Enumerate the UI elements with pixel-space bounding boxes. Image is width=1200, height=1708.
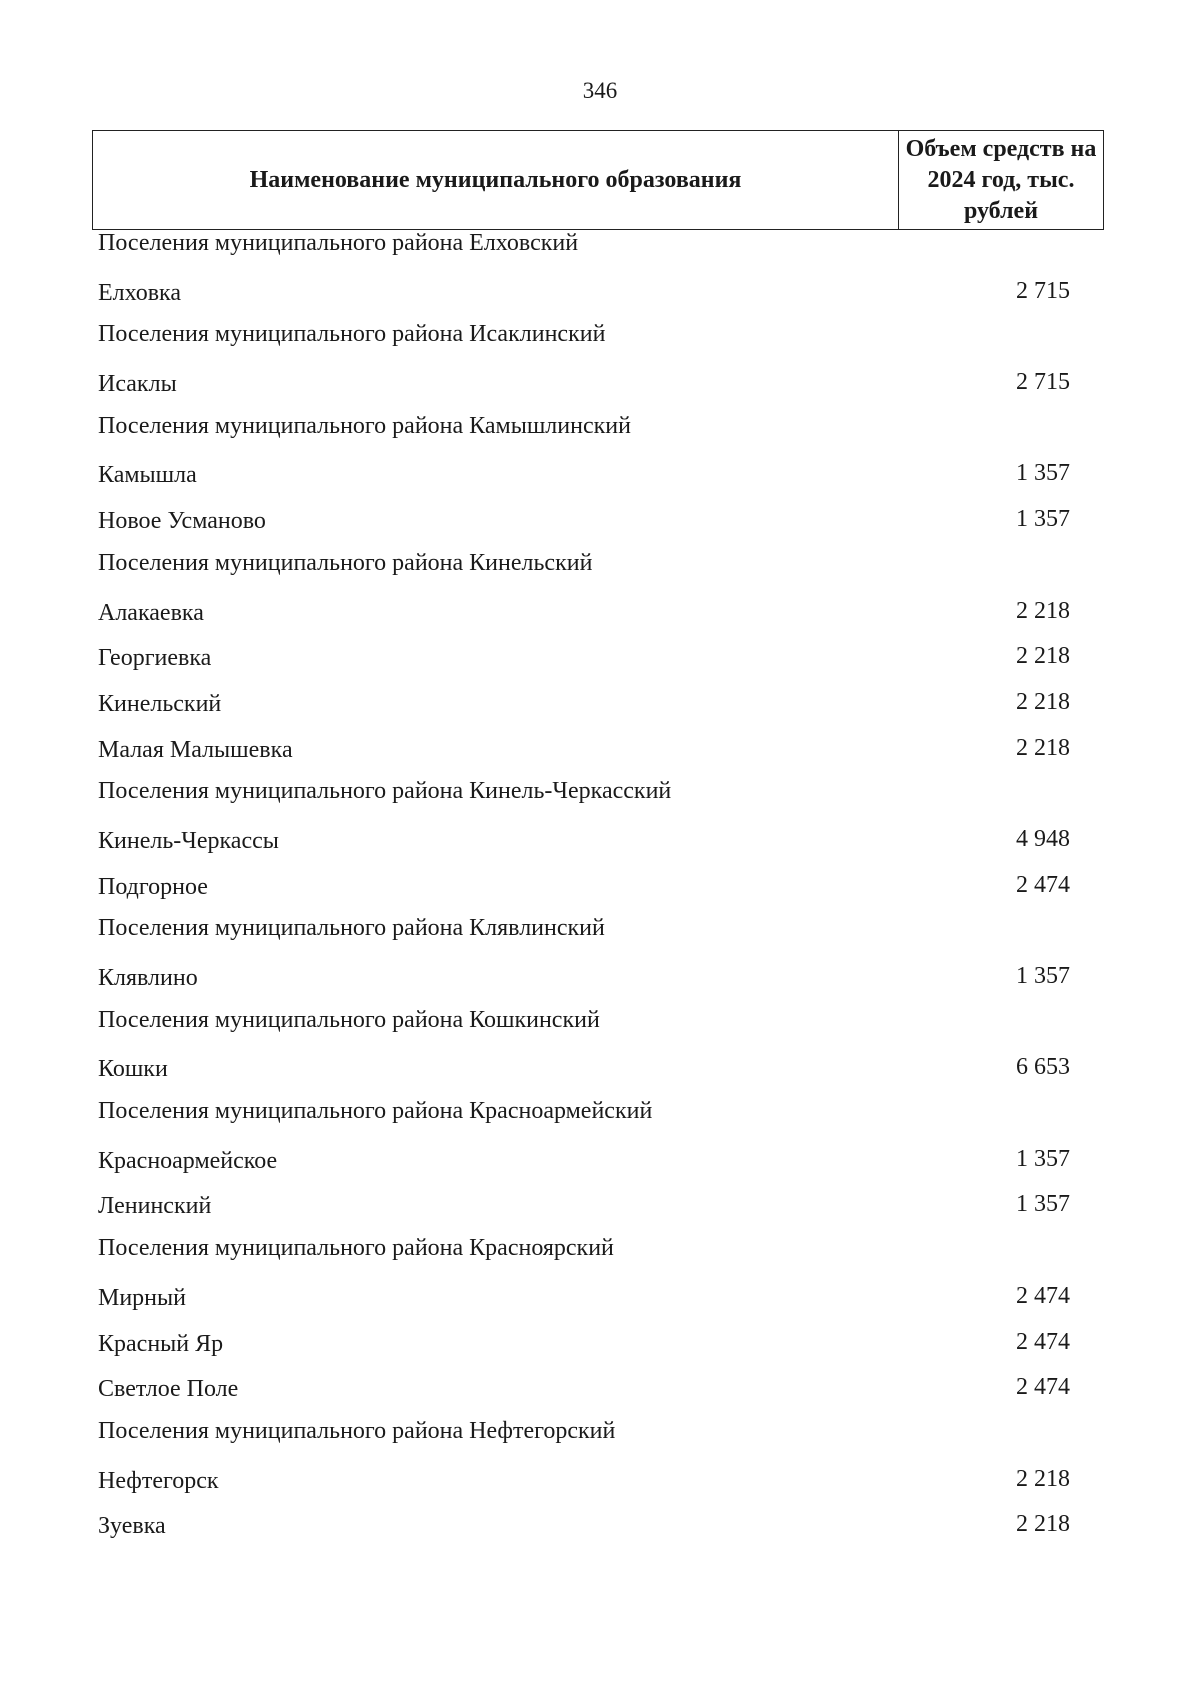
group-row: [98, 413, 1098, 459]
table-row: [98, 1509, 1098, 1555]
amount-value: 1 357: [1016, 963, 1070, 989]
amount-value: 2 715: [1016, 369, 1070, 396]
amount-value: 2 218: [1016, 734, 1070, 761]
group-name: Поселения муниципального района Кинельский: [98, 549, 593, 576]
group-row: [98, 550, 1098, 596]
group-name: Поселения муниципального района Елховский: [98, 230, 579, 256]
table-row: [98, 1144, 1098, 1190]
municipality-name: Кинельский: [98, 690, 222, 717]
amount-value: 1 357: [1016, 506, 1070, 533]
table-row: [98, 1372, 1098, 1418]
amount-value: 2 218: [1016, 1465, 1070, 1492]
group-row: [98, 915, 1098, 961]
group-name: Поселения муниципального района Клявлинский: [98, 915, 605, 942]
amount-value: 4 948: [1016, 825, 1070, 852]
amount-value: 1 357: [1016, 1145, 1070, 1172]
amount-value: 2 474: [1016, 1374, 1070, 1401]
municipality-name: Подгорное: [98, 873, 208, 900]
table-row: [98, 687, 1098, 733]
group-row: [98, 1007, 1098, 1053]
table-row: [98, 1464, 1098, 1510]
municipality-name: Мирный: [98, 1284, 186, 1311]
header-name-column: Наименование муниципального образования: [93, 131, 899, 229]
table-row: [98, 961, 1098, 1007]
amount-value: 2 218: [1016, 643, 1070, 670]
table-header: [92, 130, 1104, 230]
table-row: [98, 1327, 1098, 1373]
group-name: Поселения муниципального района Красноармейский: [98, 1098, 653, 1125]
group-name: Поселения муниципального района Нефтегорский: [98, 1417, 616, 1444]
table-row: [98, 824, 1098, 870]
table-row: [98, 1052, 1098, 1098]
table-body: [98, 230, 1098, 1555]
table-row: [98, 733, 1098, 779]
group-name: Поселения муниципального района Кошкинский: [98, 1006, 600, 1033]
municipality-name: Малая Малышевка: [98, 736, 293, 763]
group-row: [98, 230, 1098, 276]
municipality-name: Красный Яр: [98, 1330, 224, 1357]
municipality-name: Камышла: [98, 462, 197, 489]
municipality-name: Новое Усманово: [98, 508, 266, 535]
amount-value: 1 357: [1016, 1191, 1070, 1218]
municipality-name: Красноармейское: [98, 1147, 278, 1174]
table-row: [98, 596, 1098, 642]
municipality-name: Клявлино: [98, 965, 198, 991]
amount-value: 2 474: [1016, 1282, 1070, 1309]
header-amount-column: Объем средств на 2024 год, тыс. рублей: [905, 135, 1097, 224]
municipality-name: Нефтегорск: [98, 1467, 219, 1494]
table-row: [98, 870, 1098, 916]
table-row: [98, 1281, 1098, 1327]
group-name: Поселения муниципального района Камышлинский: [98, 412, 631, 439]
municipality-name: Кинель-Черкассы: [98, 827, 279, 854]
amount-value: 2 218: [1016, 1511, 1070, 1538]
amount-value: 2 474: [1016, 1328, 1070, 1355]
amount-value: 2 218: [1016, 597, 1070, 624]
municipality-name: Исаклы: [98, 371, 177, 398]
table-row: [98, 458, 1098, 504]
amount-value: 1 357: [1016, 460, 1070, 487]
table-row: [98, 641, 1098, 687]
municipality-name: Георгиевка: [98, 645, 212, 672]
group-name: Поселения муниципального района Кинель-Черкасский: [98, 778, 672, 805]
table-row: [98, 367, 1098, 413]
municipality-name: Ленинский: [98, 1193, 212, 1220]
table-row: [98, 504, 1098, 550]
table-row: [98, 276, 1098, 322]
municipality-name: Кошки: [98, 1056, 168, 1083]
municipality-name: Зуевка: [98, 1513, 166, 1540]
amount-value: 2 715: [1016, 277, 1070, 304]
group-name: Поселения муниципального района Исаклинский: [98, 321, 606, 348]
group-name: Поселения муниципального района Красноярский: [98, 1235, 614, 1262]
page-number: 346: [582, 78, 618, 103]
amount-value: 6 653: [1016, 1054, 1070, 1081]
municipality-name: Елховка: [98, 279, 182, 306]
municipality-name: Алакаевка: [98, 599, 204, 626]
group-row: [98, 1098, 1098, 1144]
amount-value: 2 218: [1016, 688, 1070, 715]
group-row: [98, 321, 1098, 367]
table-row: [98, 1189, 1098, 1235]
group-row: [98, 1418, 1098, 1464]
amount-value: 2 474: [1016, 871, 1070, 898]
group-row: [98, 1235, 1098, 1281]
group-row: [98, 778, 1098, 824]
municipality-name: Светлое Поле: [98, 1376, 239, 1403]
